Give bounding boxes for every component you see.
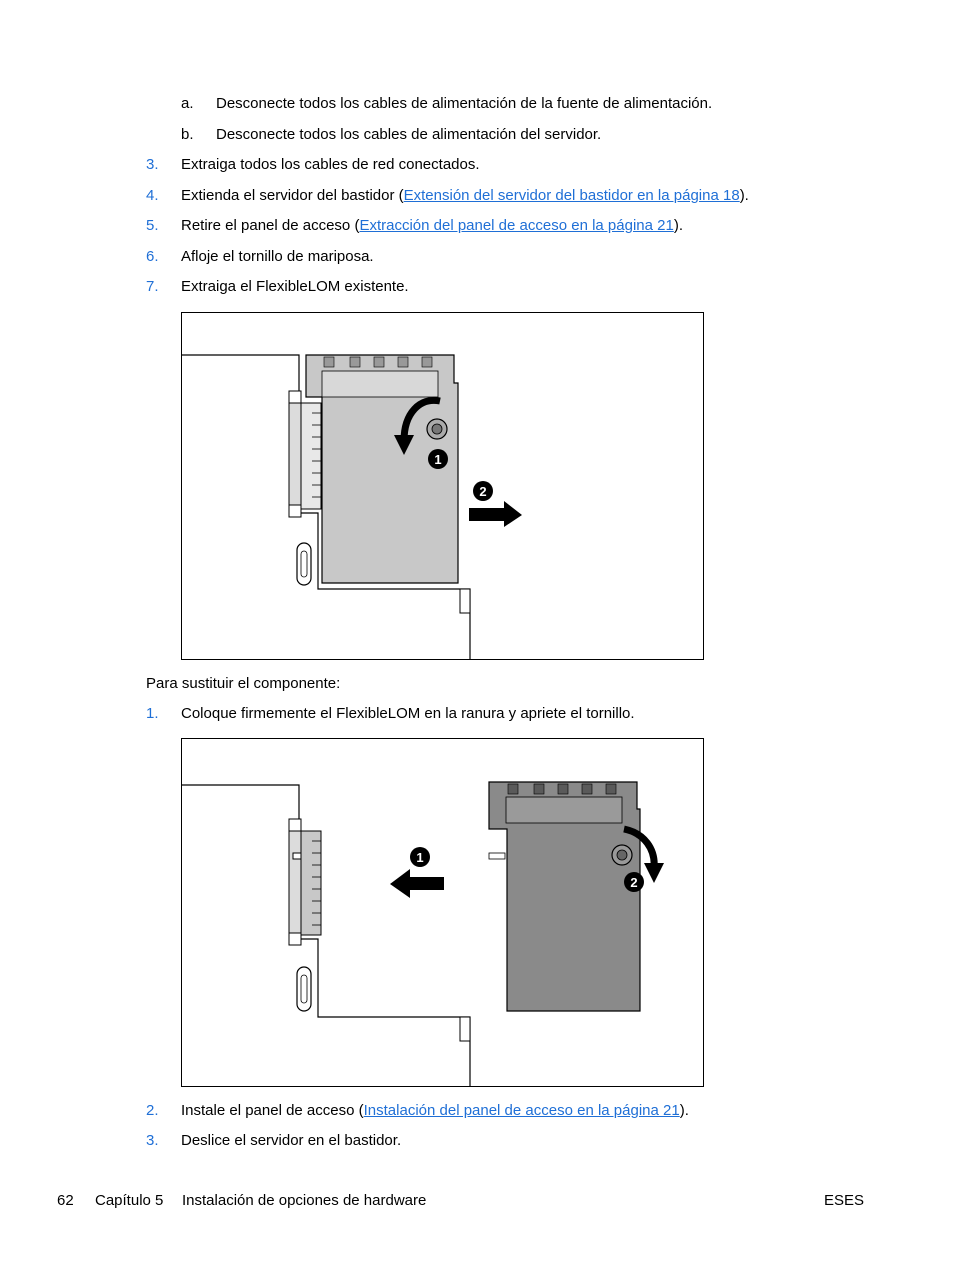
slot-latch-top bbox=[289, 819, 301, 831]
step-number: 1. bbox=[146, 705, 159, 722]
pcie-slot bbox=[289, 825, 301, 937]
arrow-right-icon bbox=[469, 501, 522, 527]
step-text: Coloque firmemente el FlexibleLOM en la ranura y apriete el tornillo. bbox=[181, 705, 635, 722]
arrow-left-icon bbox=[390, 869, 444, 898]
figure-flexiblelom-removal bbox=[181, 312, 704, 660]
substep-text: Desconecte todos los cables de alimentación del servidor. bbox=[216, 126, 602, 143]
step-number: 3. bbox=[146, 1132, 159, 1149]
callout-2-label: 2 bbox=[630, 875, 638, 890]
footer-locale: ESES bbox=[824, 1192, 865, 1209]
step-number: 4. bbox=[146, 187, 159, 204]
chassis-outline bbox=[182, 785, 470, 1086]
step-number: 3. bbox=[146, 156, 159, 173]
slot-connector bbox=[301, 831, 321, 935]
footer-chapter: Capítulo 5 bbox=[95, 1192, 164, 1209]
pcie-slot bbox=[289, 393, 301, 509]
slot-key bbox=[297, 543, 311, 585]
callout-1-label: 1 bbox=[416, 850, 424, 865]
slot-connector bbox=[301, 403, 321, 509]
step-number: 5. bbox=[146, 217, 159, 234]
figure-flexiblelom-install bbox=[181, 738, 704, 1087]
xref-link-extension[interactable]: Extensión del servidor del bastidor en la página 18 bbox=[403, 187, 740, 204]
step-text bbox=[181, 187, 749, 205]
step-text-post: ). bbox=[679, 1102, 689, 1119]
page-number: 62 bbox=[57, 1192, 74, 1209]
callout-1-label: 1 bbox=[434, 452, 442, 467]
step-number: 7. bbox=[146, 278, 159, 295]
step-number: 2. bbox=[146, 1102, 159, 1119]
step-text-pre: Extienda el servidor del bastidor ( bbox=[181, 187, 404, 204]
step-text: Deslice el servidor en el bastidor. bbox=[181, 1132, 402, 1149]
step-text-pre: Instale el panel de acceso ( bbox=[181, 1102, 364, 1119]
install-illustration bbox=[182, 739, 703, 1086]
step-text bbox=[181, 217, 683, 235]
card-ports bbox=[506, 797, 622, 823]
step-text: Extraiga todos los cables de red conectados. bbox=[181, 156, 480, 173]
step-text bbox=[181, 1102, 689, 1120]
step-text: Extraiga el FlexibleLOM existente. bbox=[181, 278, 409, 295]
removal-illustration bbox=[182, 313, 703, 659]
substep-letter: b. bbox=[181, 126, 194, 143]
slot-latch-bottom bbox=[289, 933, 301, 945]
slot-latch-bottom bbox=[289, 505, 301, 517]
substep-text: Desconecte todos los cables de alimentación de la fuente de alimentación. bbox=[216, 95, 713, 112]
card-ports bbox=[322, 371, 438, 397]
step-number: 6. bbox=[146, 248, 159, 265]
xref-link-access-panel-removal[interactable]: Extracción del panel de acceso en la página 21 bbox=[359, 217, 674, 234]
chassis-tab bbox=[460, 1017, 470, 1041]
substep-letter: a. bbox=[181, 95, 194, 112]
step-text-pre: Retire el panel de acceso ( bbox=[181, 217, 360, 234]
xref-link-access-panel-install[interactable]: Instalación del panel de acceso en la página 21 bbox=[363, 1102, 680, 1119]
slot-key bbox=[297, 967, 311, 1011]
replace-intro: Para sustituir el componente: bbox=[146, 675, 341, 692]
step-text: Afloje el tornillo de mariposa. bbox=[181, 248, 374, 265]
callout-2-label: 2 bbox=[479, 484, 487, 499]
slot-latch-top bbox=[289, 391, 301, 403]
step-text-post: ). bbox=[673, 217, 683, 234]
step-text-post: ). bbox=[739, 187, 749, 204]
chassis-tab bbox=[460, 589, 470, 613]
footer-chapter-title: Instalación de opciones de hardware bbox=[182, 1192, 427, 1209]
